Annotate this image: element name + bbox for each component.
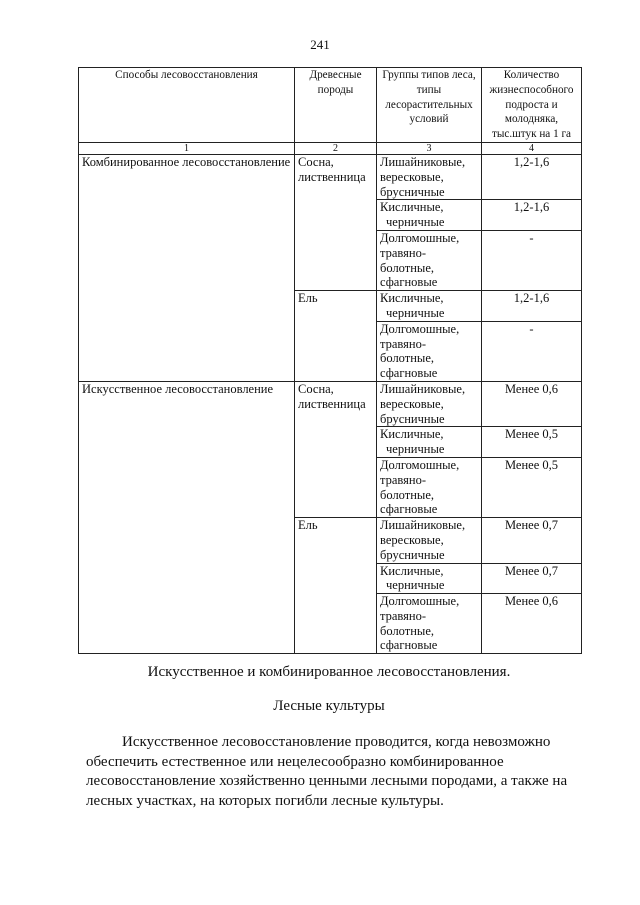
forest-group-line: Кисличные, xyxy=(380,427,444,442)
forest-group-cell xyxy=(377,381,482,426)
column-number-row xyxy=(79,142,582,154)
forest-group-line: Лишайниковые, xyxy=(380,154,466,169)
forest-group-line: брусничные xyxy=(380,184,445,199)
quantity-cell: Менее 0,5 xyxy=(482,427,582,458)
species-cell: Ель xyxy=(295,518,377,654)
forest-group-line: травяно- xyxy=(380,608,427,623)
forest-group-line: болотные, xyxy=(380,623,434,638)
header-quantity: Количество жизнеспособного подроста и молодняка, тыс.штук на 1 га xyxy=(482,68,582,143)
forest-group-cell xyxy=(377,427,482,458)
forest-group-line: травяно- xyxy=(380,472,427,487)
species-cell: Сосна, лиственница xyxy=(295,154,377,290)
forest-group-line: сфагновые xyxy=(380,366,438,381)
body-paragraph xyxy=(86,733,572,811)
forest-group-line: Кисличные, xyxy=(380,563,444,578)
method-cell: Искусственное лесовосстановление xyxy=(79,381,295,653)
forest-group-line: Кисличные, xyxy=(380,200,444,215)
paragraph-line-text: обеспечить естественное или нецелесообразно комбинированное xyxy=(86,753,504,770)
forest-group-cell xyxy=(377,230,482,290)
table-body xyxy=(79,154,582,653)
forest-group-line: вересковые, xyxy=(380,532,444,547)
forest-group-line: вересковые, xyxy=(380,169,444,184)
forest-group-line: Долгомошные, xyxy=(380,594,460,609)
forest-group-line: болотные, xyxy=(380,260,434,275)
species-cell: Сосна, лиственница xyxy=(295,381,377,517)
forest-group-line: брусничные xyxy=(380,547,445,562)
header-methods: Способы лесовосстановления xyxy=(79,68,295,143)
forest-group-line: брусничные xyxy=(380,411,445,426)
forest-group-line: сфагновые xyxy=(380,275,438,290)
column-number: 2 xyxy=(295,142,377,154)
paragraph-line: Искусственное лесовосстановление проводится, когда невозможно xyxy=(122,734,551,750)
forest-group-line: Долгомошные, xyxy=(380,457,460,472)
quantity-cell: - xyxy=(482,230,582,290)
forest-group-cell xyxy=(377,154,482,199)
table-row xyxy=(79,381,582,426)
forest-group-cell xyxy=(377,200,482,231)
header-forest-groups: Группы типов леса, типы лесорастительных условий xyxy=(377,68,482,143)
forest-group-line: черничные xyxy=(386,578,445,593)
header-species: Древесные породы xyxy=(295,68,377,143)
method-cell: Комбинированное лесовосстановление xyxy=(79,154,295,381)
quantity-cell: - xyxy=(482,321,582,381)
quantity-cell: 1,2-1,6 xyxy=(482,200,582,231)
quantity-cell: Менее 0,5 xyxy=(482,457,582,517)
quantity-cell: Менее 0,7 xyxy=(482,563,582,594)
forest-group-line: вересковые, xyxy=(380,396,444,411)
page-number: 241 xyxy=(310,37,330,52)
quantity-cell: 1,2-1,6 xyxy=(482,154,582,199)
forest-group-line: Лишайниковые, xyxy=(380,381,466,396)
species-cell: Ель xyxy=(295,291,377,382)
forest-group-line: черничные xyxy=(386,305,445,320)
subheading: Лесные культуры xyxy=(273,698,385,714)
forest-group-cell xyxy=(377,291,482,322)
forest-group-cell xyxy=(377,594,482,654)
forest-regeneration-table xyxy=(78,67,582,654)
section-heading: Искусственное и комбинированное лесовосстановления. xyxy=(147,664,511,680)
forest-group-cell xyxy=(377,321,482,381)
forest-group-line: травяно- xyxy=(380,336,427,351)
forest-group-line: Долгомошные, xyxy=(380,230,460,245)
table-header-row xyxy=(79,68,582,143)
forest-group-cell xyxy=(377,457,482,517)
forest-group-cell xyxy=(377,563,482,594)
paragraph-line xyxy=(86,753,572,773)
column-number: 1 xyxy=(79,142,295,154)
column-number: 3 xyxy=(377,142,482,154)
quantity-cell: Менее 0,6 xyxy=(482,594,582,654)
table-row xyxy=(79,154,582,199)
forest-group-line: Кисличные, xyxy=(380,291,444,306)
forest-group-line: болотные, xyxy=(380,351,434,366)
forest-group-cell xyxy=(377,518,482,563)
column-number: 4 xyxy=(482,142,582,154)
forest-group-line: Долгомошные, xyxy=(380,321,460,336)
forest-group-line: черничные xyxy=(386,215,445,230)
forest-group-line: черничные xyxy=(386,442,445,457)
quantity-cell: 1,2-1,6 xyxy=(482,291,582,322)
forest-group-line: травяно- xyxy=(380,245,427,260)
forest-group-line: Лишайниковые, xyxy=(380,518,466,533)
forest-group-line: сфагновые xyxy=(380,638,438,653)
paragraph-line: лесовосстановление хозяйственно ценными лесными породами, а также на xyxy=(86,773,568,789)
quantity-cell: Менее 0,6 xyxy=(482,381,582,426)
quantity-cell: Менее 0,7 xyxy=(482,518,582,563)
forest-group-line: сфагновые xyxy=(380,502,438,517)
paragraph-line: лесных участках, на которых погибли лесные культуры. xyxy=(86,792,444,809)
forest-group-line: болотные, xyxy=(380,487,434,502)
